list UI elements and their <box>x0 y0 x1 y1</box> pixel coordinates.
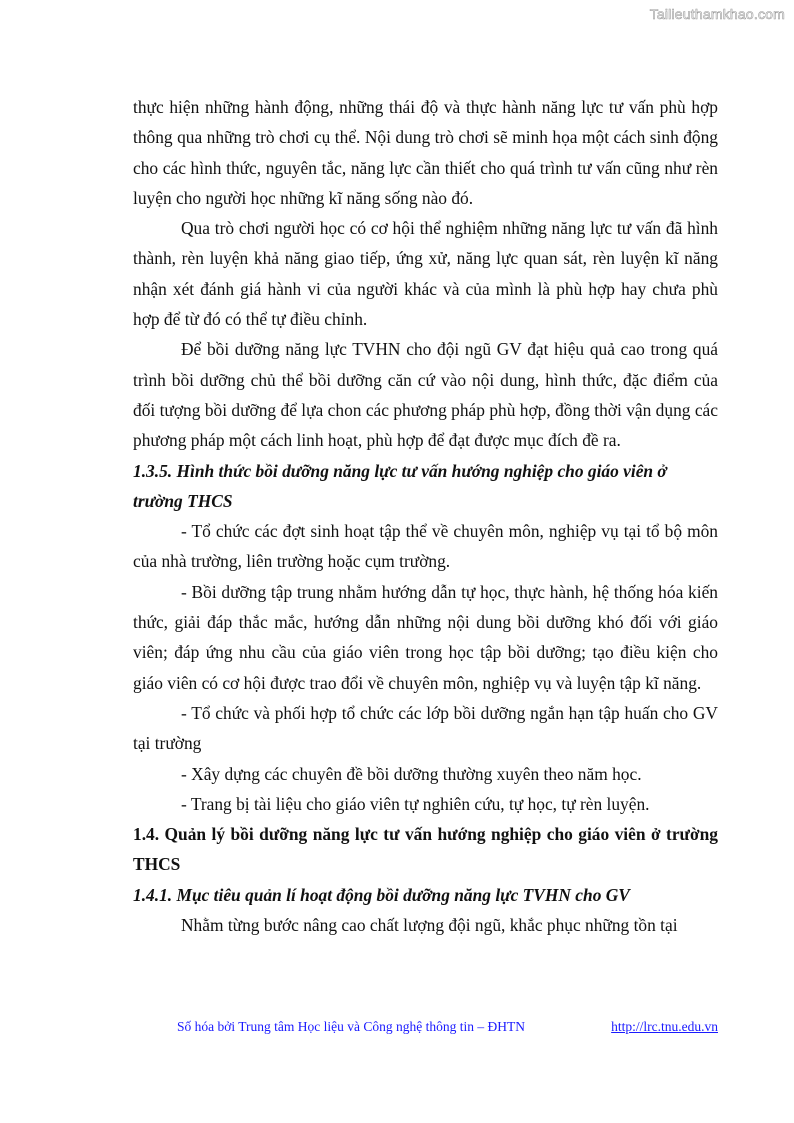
footer-link[interactable]: http://lrc.tnu.edu.vn <box>611 1019 718 1034</box>
list-item: - Trang bị tài liệu cho giáo viên tự nghiên cứu, tự học, tự rèn luyện. <box>181 793 650 814</box>
watermark-text: Tailieuthamkhao.com <box>649 6 785 22</box>
list-item: - Xây dựng các chuyên đề bồi dưỡng thường xuyên theo năm học. <box>181 763 642 784</box>
document-body <box>133 92 718 940</box>
list-item: - Bồi dưỡng tập trung nhằm hướng dẫn tự học, thực hành, hệ thống hóa kiến thức, giải đáp thắc mắc, hướng dẫn những nội dung bồi dưỡng khó đối với giáo viên; đáp ứng nhu cầu của giáo viên trong học tập bồi dưỡng; tạo điều kiện cho giáo viên có cơ hội được trao đổi về chuyên môn, nghiệp vụ và luyện tập kĩ năng. <box>133 581 718 693</box>
list-item: - Tổ chức và phối hợp tổ chức các lớp bồi dưỡng ngắn hạn tập huấn cho GV tại trường <box>133 702 718 754</box>
section-heading-1-4: 1.4. Quản lý bồi dưỡng năng lực tư vấn hướng nghiệp cho giáo viên ở trường THCS <box>133 824 718 875</box>
section-heading-1-4-1: 1.4.1. Mục tiêu quản lí hoạt động bồi dưỡng năng lực TVHN cho GV <box>133 884 630 905</box>
paragraph-method-selection: Để bồi dưỡng năng lực TVHN cho đội ngũ GV đạt hiệu quả cao trong quá trình bồi dưỡng chủ thể bồi dưỡng căn cứ vào nội dung, hình thức, đặc điểm của đối tượng bồi dưỡng để lựa chon các phương pháp phù hợp, đồng thời vận dụng các phương pháp một cách linh hoạt, phù hợp để đạt được mục đích đề ra. <box>133 339 718 451</box>
section-heading-1-3-5: 1.3.5. Hình thức bồi dưỡng năng lực tư vấn hướng nghiệp cho giáo viên ở trường THCS <box>133 460 667 511</box>
paragraph-objective-start: Nhằm từng bước nâng cao chất lượng đội ngũ, khắc phục những tồn tại <box>181 915 678 936</box>
paragraph-continuation: thực hiện những hành động, những thái độ và thực hành năng lực tư vấn phù hợp thông qua những trò chơi cụ thể. Nội dung trò chơi sẽ minh họa một cách sinh động cho các hình thức, nguyên tắc, năng lực cần thiết cho quá trình tư vấn cũng như rèn luyện cho người học những kĩ năng sống nào đó. <box>133 97 718 208</box>
footer-credit: Số hóa bởi Trung tâm Học liệu và Công nghệ thông tin – ĐHTN <box>177 1019 526 1034</box>
paragraph-game-experience: Qua trò chơi người học có cơ hội thể nghiệm những năng lực tư vấn đã hình thành, rèn luyện khả năng giao tiếp, ứng xử, năng lực quan sát, rèn luyện kĩ năng nhận xét đánh giá hành vi của người khác và của mình là phù hợp hay chưa phù hợp để từ đó có thể tự điều chỉnh. <box>133 218 718 330</box>
list-item: - Tổ chức các đợt sinh hoạt tập thể về chuyên môn, nghiệp vụ tại tổ bộ môn của nhà trường, liên trường hoặc cụm trường. <box>133 521 718 572</box>
